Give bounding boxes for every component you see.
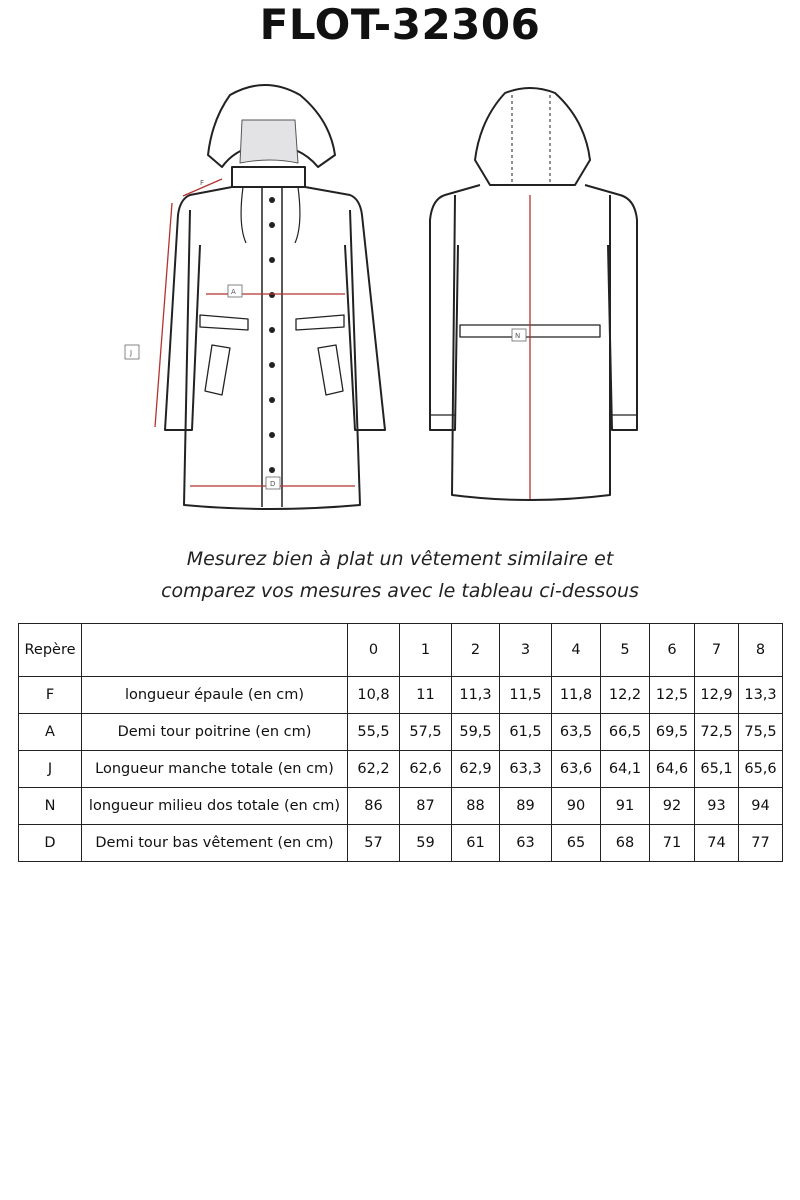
row-code: J — [19, 751, 82, 788]
cell-value: 88 — [452, 788, 500, 825]
row-label: longueur milieu dos totale (en cm) — [82, 788, 348, 825]
size-table — [18, 623, 783, 862]
cell-value: 63,5 — [552, 714, 601, 751]
cell-value: 68 — [601, 825, 650, 862]
back-view-drawing — [430, 88, 637, 500]
cell-value: 63 — [500, 825, 552, 862]
cell-value: 75,5 — [739, 714, 783, 751]
header-size: 5 — [601, 624, 650, 677]
cell-value: 59 — [400, 825, 452, 862]
cell-value: 65,6 — [739, 751, 783, 788]
table-row — [19, 714, 783, 751]
cell-value: 12,9 — [695, 677, 739, 714]
cell-value: 12,2 — [601, 677, 650, 714]
cell-value: 62,9 — [452, 751, 500, 788]
cell-value: 63,6 — [552, 751, 601, 788]
header-size: 7 — [695, 624, 739, 677]
header-repere: Repère — [19, 624, 82, 677]
cell-value: 62,6 — [400, 751, 452, 788]
instruction-line-1: Mesurez bien à plat un vêtement similaire et — [186, 548, 614, 570]
cell-value: 10,8 — [348, 677, 400, 714]
back-measure-marks — [512, 195, 530, 499]
cell-value: 61,5 — [500, 714, 552, 751]
cell-value: 61 — [452, 825, 500, 862]
cell-value: 87 — [400, 788, 452, 825]
label-n: N — [515, 332, 521, 340]
table-header-row — [19, 624, 783, 677]
cell-value: 72,5 — [695, 714, 739, 751]
instructions — [0, 543, 800, 607]
instruction-line-2: comparez vos mesures avec le tableau ci-dessous — [161, 580, 639, 602]
row-code: N — [19, 788, 82, 825]
row-code: D — [19, 825, 82, 862]
header-empty — [82, 624, 348, 677]
label-f: F — [200, 179, 205, 187]
cell-value: 63,3 — [500, 751, 552, 788]
cell-value: 57,5 — [400, 714, 452, 751]
cell-value: 64,1 — [601, 751, 650, 788]
cell-value: 11 — [400, 677, 452, 714]
table-row — [19, 788, 783, 825]
header-size: 2 — [452, 624, 500, 677]
cell-value: 11,3 — [452, 677, 500, 714]
row-label: Demi tour bas vêtement (en cm) — [82, 825, 348, 862]
cell-value: 89 — [500, 788, 552, 825]
garment-technical-drawing — [0, 75, 800, 515]
cell-value: 74 — [695, 825, 739, 862]
row-label: Demi tour poitrine (en cm) — [82, 714, 348, 751]
cell-value: 66,5 — [601, 714, 650, 751]
row-code: F — [19, 677, 82, 714]
cell-value: 86 — [348, 788, 400, 825]
table-row — [19, 825, 783, 862]
cell-value: 92 — [650, 788, 695, 825]
row-code: A — [19, 714, 82, 751]
label-d: D — [270, 480, 276, 488]
cell-value: 62,2 — [348, 751, 400, 788]
cell-value: 57 — [348, 825, 400, 862]
header-size: 4 — [552, 624, 601, 677]
table-row — [19, 751, 783, 788]
header-size: 6 — [650, 624, 695, 677]
cell-value: 65,1 — [695, 751, 739, 788]
row-label: Longueur manche totale (en cm) — [82, 751, 348, 788]
cell-value: 64,6 — [650, 751, 695, 788]
row-label: longueur épaule (en cm) — [82, 677, 348, 714]
header-size: 3 — [500, 624, 552, 677]
cell-value: 13,3 — [739, 677, 783, 714]
page-title: FLOT-32306 — [259, 0, 541, 49]
cell-value: 94 — [739, 788, 783, 825]
cell-value: 59,5 — [452, 714, 500, 751]
cell-value: 11,5 — [500, 677, 552, 714]
cell-value: 12,5 — [650, 677, 695, 714]
cell-value: 77 — [739, 825, 783, 862]
cell-value: 65 — [552, 825, 601, 862]
cell-value: 69,5 — [650, 714, 695, 751]
cell-value: 11,8 — [552, 677, 601, 714]
header-size: 0 — [348, 624, 400, 677]
table-row — [19, 677, 783, 714]
cell-value: 71 — [650, 825, 695, 862]
cell-value: 91 — [601, 788, 650, 825]
front-measure-marks — [125, 179, 355, 489]
label-a: A — [231, 288, 236, 296]
cell-value: 93 — [695, 788, 739, 825]
cell-value: 55,5 — [348, 714, 400, 751]
header-size: 1 — [400, 624, 452, 677]
front-view-drawing — [165, 85, 385, 509]
header-size: 8 — [739, 624, 783, 677]
label-j: J — [130, 349, 133, 357]
cell-value: 90 — [552, 788, 601, 825]
